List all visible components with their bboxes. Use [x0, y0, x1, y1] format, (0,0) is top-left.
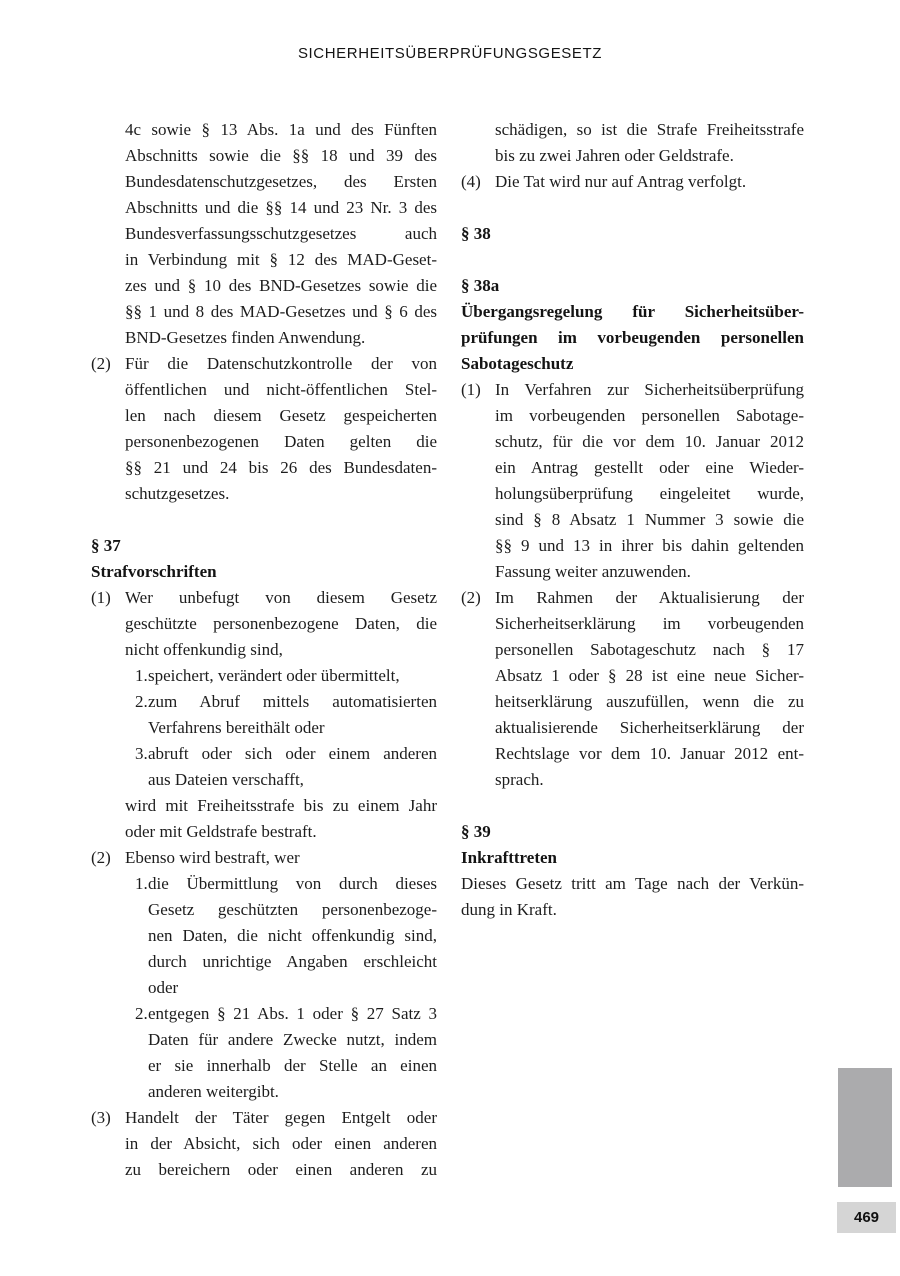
text-line: in Verbindung mit § 12 des MAD-Geset- [125, 250, 437, 269]
section-heading [461, 299, 804, 377]
page-number-box [837, 1202, 896, 1233]
text-line: die Übermittlung von durch dieses [148, 874, 437, 893]
text-line: zum Abruf mittels automatisierten [148, 692, 437, 711]
text-line: im vorbeugenden personellen Sabotage- [495, 406, 804, 425]
text-line: öffentlichen und nicht-öffentlichen Stel- [125, 380, 437, 399]
running-header: SICHERHEITSÜBERPRÜFUNGSGESETZ [297, 45, 603, 62]
list-item [125, 1001, 437, 1105]
section-heading [461, 845, 804, 871]
paragraph-gap [461, 793, 804, 819]
text-line: personenbezogenen Daten gelten die [125, 432, 437, 451]
text-line: § 37 [91, 536, 121, 555]
text-line: Für die Datenschutzkontrolle der von [125, 354, 437, 373]
text-line: in der Absicht, sich oder einen anderen [125, 1134, 437, 1153]
paragraph-gap [461, 247, 804, 273]
text-line: Sicherheitserklärung im vorbeugenden [495, 614, 804, 633]
text-line: Strafvorschriften [91, 562, 217, 581]
text-line: § 38 [461, 224, 491, 243]
numbered-paragraph [91, 1105, 437, 1183]
thumb-index-tab [838, 1068, 892, 1187]
paragraph-body [495, 585, 804, 793]
text-line: § 38a [461, 276, 500, 295]
numbered-paragraph [461, 169, 804, 195]
list-item [125, 741, 437, 793]
text-line: er sie innerhalb der Stelle an einen [148, 1056, 437, 1075]
paragraph-marker: (2) [461, 588, 481, 607]
paragraph-marker: (1) [461, 380, 481, 399]
text-line: §§ 1 und 8 des MAD-Gesetzes und § 6 des [125, 302, 437, 321]
section-heading [461, 273, 804, 299]
text-line: holungsüberprüfung eingeleitet wurde, [495, 484, 804, 503]
paragraph-marker: (4) [461, 172, 481, 191]
list-item-marker: 1. [135, 666, 148, 685]
numbered-paragraph [91, 351, 437, 507]
text-line: Im Rahmen der Aktualisierung der [495, 588, 804, 607]
text-line: wird mit Freiheitsstrafe bis zu einem Jahr [125, 796, 437, 815]
text-line: §§ 9 und 13 in ihrer bis dahin geltenden [495, 536, 804, 555]
text-line: oder mit Geldstrafe bestraft. [125, 822, 317, 841]
text-line: heitserklärung auszufüllen, wenn die zu [495, 692, 804, 711]
paragraph-gap [91, 507, 437, 533]
text-line: aus Dateien verschafft, [148, 770, 304, 789]
text-line: Verfahrens bereithält oder [148, 718, 325, 737]
text-line: Gesetz geschützten personenbezoge- [148, 900, 437, 919]
text-line: Wer unbefugt von diesem Gesetz [125, 588, 437, 607]
paragraph-body [125, 1105, 437, 1183]
text-line: zes und § 10 des BND-Gesetzes sowie die [125, 276, 437, 295]
list-item-marker: 3. [135, 744, 148, 763]
text-line: schädigen, so ist die Strafe Freiheitsstrafe [495, 120, 804, 139]
text-line: nen Daten, die nicht offenkundig sind, [148, 926, 437, 945]
text-line: sprach. [495, 770, 544, 789]
list-item-marker: 2. [135, 1004, 148, 1023]
section-heading [91, 559, 437, 585]
text-line: aktualisierende Sicherheitserklärung der [495, 718, 804, 737]
text-line: Übergangsregelung für Sicherheitsüber- [461, 302, 804, 321]
text-line: Handelt der Täter gegen Entgelt oder [125, 1108, 437, 1127]
text-line: sind § 8 Absatz 1 Nummer 3 sowie die [495, 510, 804, 529]
text-line: dung in Kraft. [461, 900, 557, 919]
paragraph-body [495, 377, 804, 585]
text-line: §§ 21 und 24 bis 26 des Bundesdaten- [125, 458, 437, 477]
page-number: 469 [853, 1209, 880, 1226]
paragraph-body [125, 845, 437, 1105]
paragraph-body [125, 117, 437, 351]
text-line: § 39 [461, 822, 491, 841]
numbered-paragraph [91, 117, 437, 351]
text-line: Fassung weiter anzuwenden. [495, 562, 691, 581]
text-line: personellen Sabotageschutz nach § 17 [495, 640, 804, 659]
section-heading [91, 533, 437, 559]
list-item-marker: 2. [135, 692, 148, 711]
text-line: nicht offenkundig sind, [125, 640, 283, 659]
column-right [461, 117, 804, 923]
text-line: BND-Gesetzes finden Anwendung. [125, 328, 366, 347]
paragraph-marker: (1) [91, 588, 111, 607]
list-item [125, 871, 437, 1001]
paragraph-marker: (2) [91, 848, 111, 867]
text-line: Abschnitts und die §§ 14 und 23 Nr. 3 des [125, 198, 437, 217]
text-line: 4c sowie § 13 Abs. 1a und des Fünften [125, 120, 437, 139]
text-line: abruft oder sich oder einem anderen [148, 744, 437, 763]
paragraph-marker: (2) [91, 354, 111, 373]
text-line: Ebenso wird bestraft, wer [125, 848, 300, 867]
paragraph [461, 871, 804, 923]
text-line: ein Antrag gestellt oder eine Wieder- [495, 458, 804, 477]
column-left [91, 117, 437, 1183]
list-item-marker: 1. [135, 874, 148, 893]
paragraph-body [125, 351, 437, 507]
text-line: geschützte personenbezogene Daten, die [125, 614, 437, 633]
text-line: anderen weitergibt. [148, 1082, 279, 1101]
text-line: zu bereichern oder einen anderen zu [125, 1160, 437, 1179]
text-line: Inkrafttreten [461, 848, 557, 867]
section-heading [461, 221, 804, 247]
numbered-paragraph [91, 585, 437, 845]
text-line: speichert, verändert oder übermittelt, [148, 666, 400, 685]
numbered-paragraph [461, 117, 804, 169]
text-line: Dieses Gesetz tritt am Tage nach der Verkün- [461, 874, 804, 893]
text-line: Rechtslage vor dem 10. Januar 2012 ent- [495, 744, 804, 763]
text-line: durch unrichtige Angaben erschleicht [148, 952, 437, 971]
text-line: bis zu zwei Jahren oder Geldstrafe. [495, 146, 734, 165]
text-line: Die Tat wird nur auf Antrag verfolgt. [495, 172, 747, 191]
text-line: Sabotageschutz [461, 354, 574, 373]
text-line: oder [148, 978, 179, 997]
text-line: Daten für andere Zwecke nutzt, indem [148, 1030, 437, 1049]
paragraph-gap [461, 195, 804, 221]
text-line: schutzgesetzes. [125, 484, 230, 503]
text-line: schutz, für die vor dem 10. Januar 2012 [495, 432, 804, 451]
list-item [125, 689, 437, 741]
text-line: prüfungen im vorbeugenden personellen [461, 328, 804, 347]
text-line: Bundesverfassungsschutzgesetzes auch [125, 224, 437, 243]
paragraph-body [125, 585, 437, 845]
paragraph-body [495, 117, 804, 169]
text-line: len nach diesem Gesetz gespeicherten [125, 406, 437, 425]
text-line: Abschnitts sowie die §§ 18 und 39 des [125, 146, 437, 165]
paragraph-body [495, 169, 804, 195]
list-item [125, 663, 437, 689]
text-line: entgegen § 21 Abs. 1 oder § 27 Satz 3 [148, 1004, 437, 1023]
paragraph-marker: (3) [91, 1108, 111, 1127]
numbered-paragraph [91, 845, 437, 1105]
text-line: Bundesdatenschutzgesetzes, des Ersten [125, 172, 437, 191]
numbered-paragraph [461, 377, 804, 585]
section-heading [461, 819, 804, 845]
text-line: Absatz 1 oder § 28 ist eine neue Sicher- [495, 666, 804, 685]
text-line: In Verfahren zur Sicherheitsüberprüfung [495, 380, 804, 399]
numbered-paragraph [461, 585, 804, 793]
